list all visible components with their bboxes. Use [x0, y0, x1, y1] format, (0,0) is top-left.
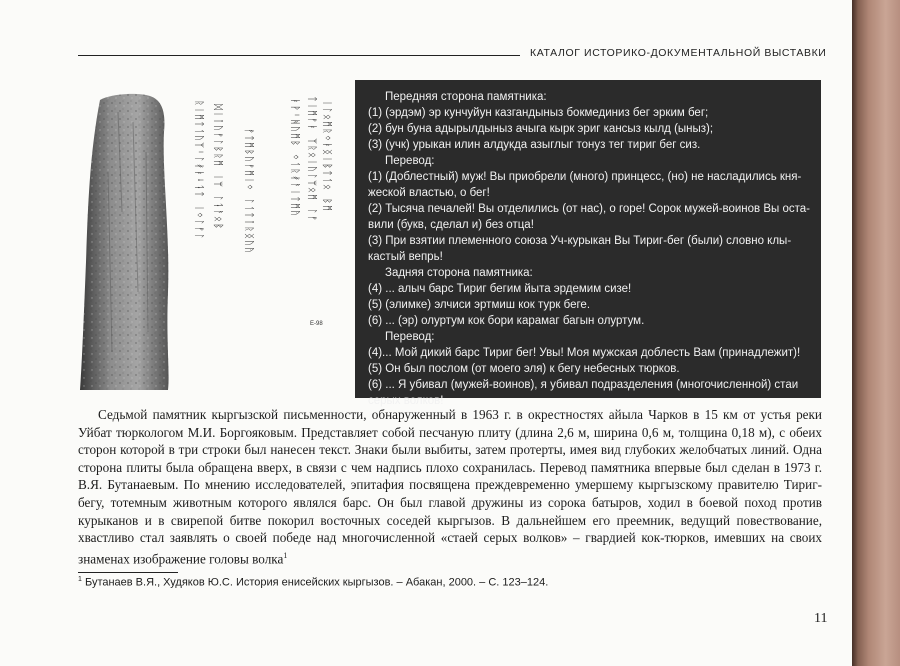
header-rule	[78, 55, 520, 56]
front-translation-line: (1) (Доблестный) муж! Вы приобрели (много) принцесс, (но) не насладились кня-	[368, 171, 802, 183]
footnote	[78, 576, 818, 589]
footnote-rule	[78, 572, 178, 573]
front-translation-line: (3) При взятии племенного союза Уч-курыкан Вы Тириг-бег (были) словно клы-	[368, 235, 792, 247]
front-translation-line: кастый вепрь!	[368, 251, 443, 263]
front-translation-line: вили (букв, сделал и) без отца!	[368, 219, 534, 231]
back-translation-line: (5) Он был послом (от моего эля) к бегу небесных тюрков.	[368, 363, 680, 375]
figure-label: Е-98	[310, 321, 323, 327]
front-translation-line: жеской властью, о бег!	[368, 187, 490, 199]
back-line: (5) (элимке) элчиси эртмиш кок турк беге.	[368, 299, 591, 311]
front-line: (1) (эрдэм) эр кунчуйун казгандыныз бокмединиз бег эрким бег;	[368, 107, 709, 119]
body-paragraph	[78, 406, 822, 568]
inscription-line: ᚡᛏᛗᛒᚢᚠᛗᛁᛜ ᛚᛐᛏᛙᚱᛝᚢᚤ	[243, 128, 254, 255]
front-translation-line: (2) Тысяча печалей! Вы отделились (от нас), о горе! Сорок мужей-воинов Вы оста-	[368, 203, 810, 215]
stele-photo	[78, 92, 178, 390]
back-line: (4) ... алыч барс Тириг бегим йыта эрдемим сизе!	[368, 283, 632, 295]
inscription-line: ᛁᛚᛟᛗᚱᛜᛓᛝᛁᛔᛏᛐᛟ ᛒᛗ	[321, 100, 332, 213]
page-number: 11	[814, 611, 828, 626]
footnote-text: Бутанаев В.Я., Худяков Ю.С. История енисейских кыргызов. – Абакан, 2000. – С. 123–124.	[81, 576, 549, 589]
back-heading: Задняя сторона памятника:	[385, 267, 533, 279]
back-translation-line: (6) ... Я убивал (мужей-воинов), я убивал подразделения (многочисленной) стаи	[368, 379, 799, 391]
footnote-marker: 1	[78, 576, 82, 583]
running-header: КАТАЛОГ ИСТОРИКО-ДОКУМЕНТАЛЬНОЙ ВЫСТАВКИ	[530, 47, 827, 59]
inscription-line: ᛞᛁᛙᚢᚠᛚᛒᚱᛗ ᛁᛘ ᛚᛑᚨᛟᛔ	[212, 104, 223, 231]
footnote-reference[interactable]: 1	[283, 550, 288, 560]
inscription-line: ᚱᛁᛗᛏᛐᚢᛉᛌᛚᚯᛓᛍᛑᛏ ᛁᛜᛚᚠᛚ	[193, 100, 204, 241]
front-line: (2) бун буна адырылдыныз ачыга кырк эриг кансыз кылд (ыныз);	[368, 123, 714, 135]
back-translation-line: серых волков!	[368, 395, 444, 407]
book-cover-edge	[852, 0, 900, 666]
front-line: (3) (учк) урыкан илин алдукда азыглыг тонуз тег тириг бег сиз.	[368, 139, 701, 151]
front-translation-heading: Перевод:	[385, 155, 435, 167]
back-translation-line: (4)... Мой дикий барс Тириг бег! Увы! Моя мужская доблесть Вам (принадлежит)!	[368, 347, 801, 359]
inscription-line: ᛓᚹᛌᚻᚢᛗᛒ ᛜᛐᚱᚯᚨᛁᛏᛗᚤ	[289, 98, 300, 218]
front-heading: Передняя сторона памятника:	[385, 91, 547, 103]
back-line: (6) ... (эр) олуртум кок бори карамаг багын олуртум.	[368, 315, 645, 327]
body-paragraph-text: Седьмой памятник кыргызской письменности, обнаруженный в 1963 г. в окрестностях айыла Чарков в 15 км от устья реки Уйбат тюркологом М.И. Боргояковым. Представляет собой песчаную плиту (длина 2,6 м, ширина 0,6 м, толщина 0,18 м), с обеих сторон которой в три строки был нанесен текст. Знаки были выбиты, затем протерты, имея вид глубоких желобчатых линий. Одна сторона плиты была обращена вверх, в связи с чем надпись плохо сохранилась. Перевод памятника впервые был сделан в 1973 г. В.Я. Бутанаевым. По мнению исследователей, эпитафия посвящена преждевременно умершему кыргызскому правителю Тириг-бегу, тотемным животным которого являлся барс. Он был главой дружины из сорока батыров, ходил в боевой поход против курыканов и в свирепой битве покорил восточных соседей кыргызов. В дальнейшем его преемник, ведущий повествование, хвастливо стал заявлять о своей победе над многочисленной «стаей серых волков» – гвардией кок-тюрков, имевших на своих знаменах изображение головы волка	[78, 407, 822, 567]
transcription-box	[355, 80, 821, 407]
inscription-line: ᛏᛁᛗᚠᛓ ᛉᚱᛟᛁᚢᛚᛘᛟᛗ ᛚᚠ	[306, 96, 317, 223]
back-translation-heading: Перевод:	[385, 331, 435, 343]
